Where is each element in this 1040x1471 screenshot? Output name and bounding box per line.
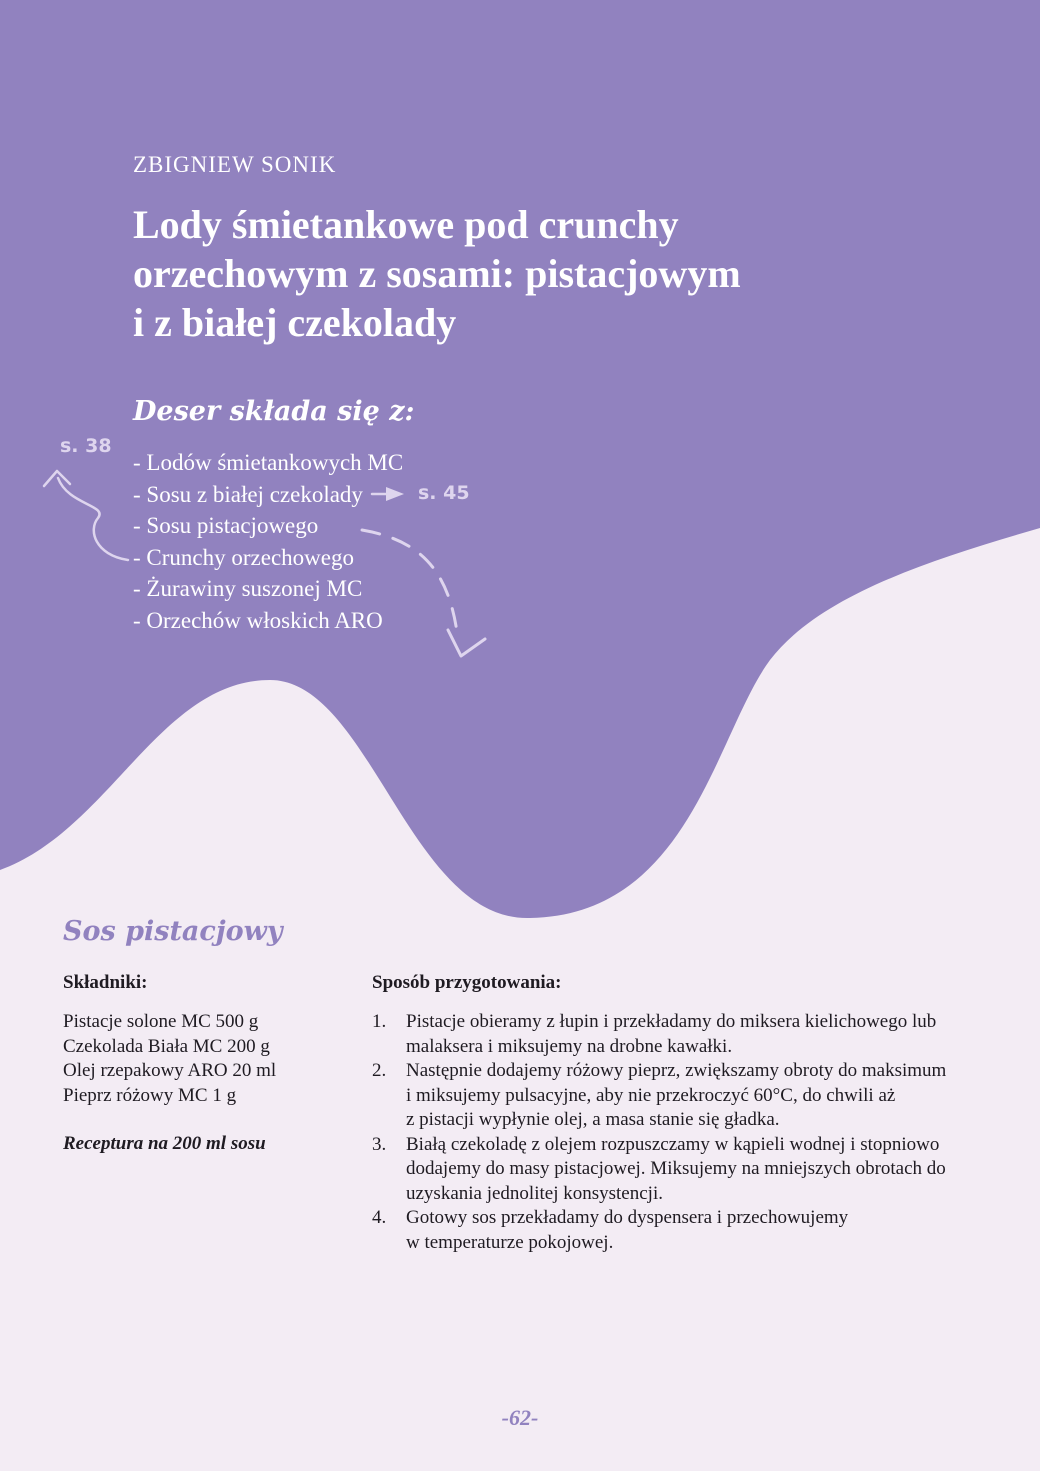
ingredient-item: Pieprz różowy MC 1 g	[63, 1084, 237, 1106]
step-line: Następnie dodajemy różowy pieprz, zwiększamy obroty do maksimum	[406, 1060, 947, 1081]
step-line: Białą czekoladę z olejem rozpuszczamy w kąpieli wodnej i stopniowo	[406, 1133, 940, 1155]
component-item: - Sosu z białej czekolady	[133, 481, 363, 507]
page-ref-45: s. 45	[418, 482, 470, 504]
step-text	[406, 1010, 992, 1059]
step-number: 1.	[372, 1011, 387, 1032]
step-line: z pistacji wypłynie olej, a masa stanie się gładka.	[406, 1109, 780, 1130]
sauce-heading: Sos pistacjowy	[63, 916, 283, 947]
step-line: uzyskania jednolitej konsystencji.	[406, 1182, 663, 1204]
ingredient-item: Pistacje solone MC 500 g	[63, 1011, 259, 1032]
components-heading: Deser składa się z:	[133, 396, 415, 427]
component-item: - Lodów śmietankowych MC	[133, 450, 404, 475]
step-item	[372, 1206, 992, 1255]
page-number: -62-	[501, 1405, 539, 1430]
step-text	[406, 1059, 992, 1133]
step-text	[406, 1206, 992, 1255]
step-line: i miksujemy pulsacyjne, aby nie przekroczyć 60°C, do chwili aż	[406, 1084, 896, 1106]
component-item: - Żurawiny suszonej MC	[133, 576, 363, 601]
step-line: dodajemy do masy pistacjowej. Miksujemy na mniejszych obrotach do	[406, 1158, 946, 1179]
components-list	[133, 447, 403, 636]
step-item	[372, 1059, 992, 1133]
page-ref-38: s. 38	[60, 435, 112, 457]
ingredients-list	[63, 1010, 276, 1108]
ingredients-label: Składniki:	[63, 972, 148, 993]
preparation-label: Sposób przygotowania:	[372, 972, 562, 993]
title-line: orzechowym z sosami: pistacjowym	[133, 251, 741, 296]
step-line: Pistacje obieramy z łupin i przekładamy do miksera kielichowego lub	[406, 1011, 937, 1032]
step-line: Gotowy sos przekładamy do dyspensera i przechowujemy	[406, 1207, 849, 1228]
step-number: 3.	[372, 1133, 387, 1155]
recipe-yield-note: Receptura na 200 ml sosu	[63, 1133, 266, 1154]
title-line: i z białej czekolady	[133, 300, 457, 345]
ingredient-item: Czekolada Biała MC 200 g	[63, 1035, 270, 1057]
component-item: - Crunchy orzechowego	[133, 544, 354, 570]
step-text	[406, 1133, 992, 1207]
step-number: 4.	[372, 1207, 387, 1228]
component-item: - Sosu pistacjowego	[133, 513, 319, 538]
title-line: Lody śmietankowe pod crunchy	[133, 202, 679, 247]
preparation-steps	[372, 1010, 992, 1255]
step-number: 2.	[372, 1060, 387, 1081]
step-line: w temperaturze pokojowej.	[406, 1231, 614, 1253]
component-item: - Orzechów włoskich ARO	[133, 607, 383, 633]
step-item	[372, 1133, 992, 1207]
step-line: malaksera i miksujemy na drobne kawałki.	[406, 1035, 733, 1057]
author-name: ZBIGNIEW SONIK	[133, 152, 337, 177]
recipe-title	[133, 200, 833, 347]
ingredient-item: Olej rzepakowy ARO 20 ml	[63, 1060, 277, 1081]
step-item	[372, 1010, 992, 1059]
